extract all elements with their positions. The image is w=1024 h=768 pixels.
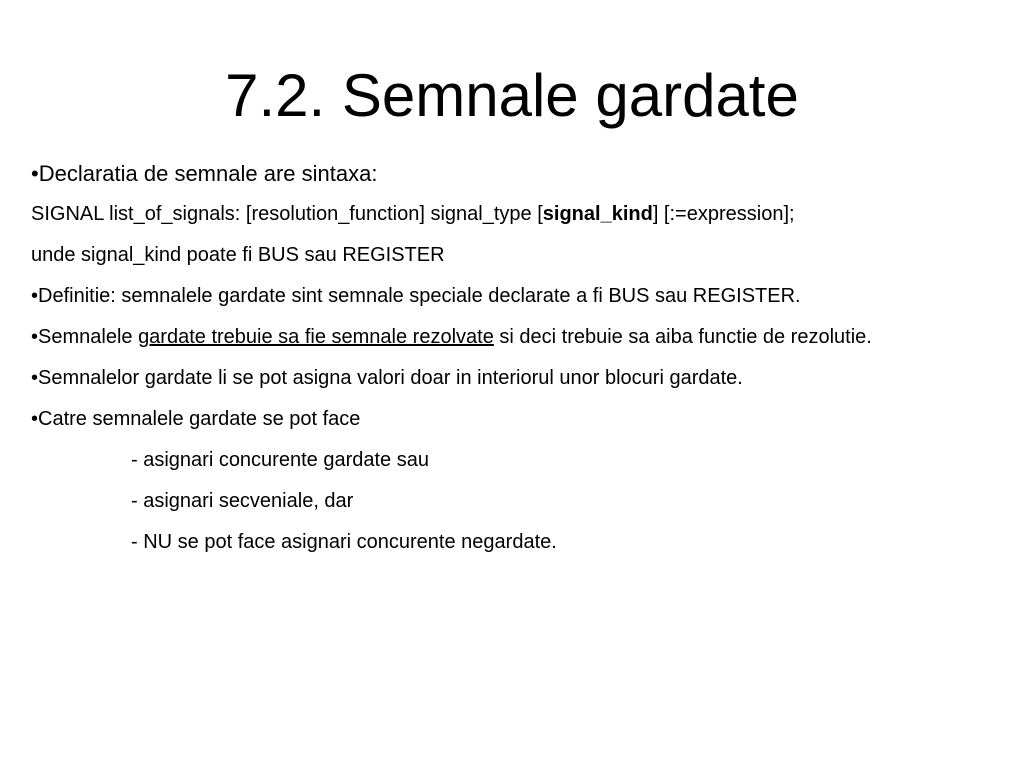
bullet-semnalele [31,325,931,349]
slide-body [31,160,931,571]
syntax-signal-kind: signal_kind [542,203,653,225]
semnalele-part-3: si deci trebuie sa aiba functie de rezolutie. [493,326,872,348]
semnalele-part-1: •Semnalele [31,326,139,348]
bullet-semnalelor: •Semnalelor gardate li se pot asigna valori doar in interiorul unor blocuri gardate. [31,367,743,389]
bullet-catre: •Catre semnalele gardate se pot face [31,408,361,430]
semnalele-underlined: gardate trebuie sa fie semnale rezolvate [138,326,494,348]
syntax-part-1: SIGNAL list_of_signals: [resolution_function] signal_type [ [31,203,543,225]
bullet-declaratia: •Declaratia de semnale are sintaxa: [31,161,378,186]
sub-item-3: - NU se pot face asignari concurente negardate. [131,531,557,553]
syntax-part-3: ] [:=expression]; [652,203,795,225]
signal-kind-note: unde signal_kind poate fi BUS sau REGISTER [31,244,445,266]
sub-item-2: - asignari secveniale, dar [131,490,354,512]
slide-title: 7.2. Semnale gardate [225,62,799,129]
sub-item-1: - asignari concurente gardate sau [131,449,429,471]
bullet-definitie: •Definitie: semnalele gardate sint semnale speciale declarate a fi BUS sau REGISTER. [31,285,801,307]
syntax-line [31,202,931,226]
